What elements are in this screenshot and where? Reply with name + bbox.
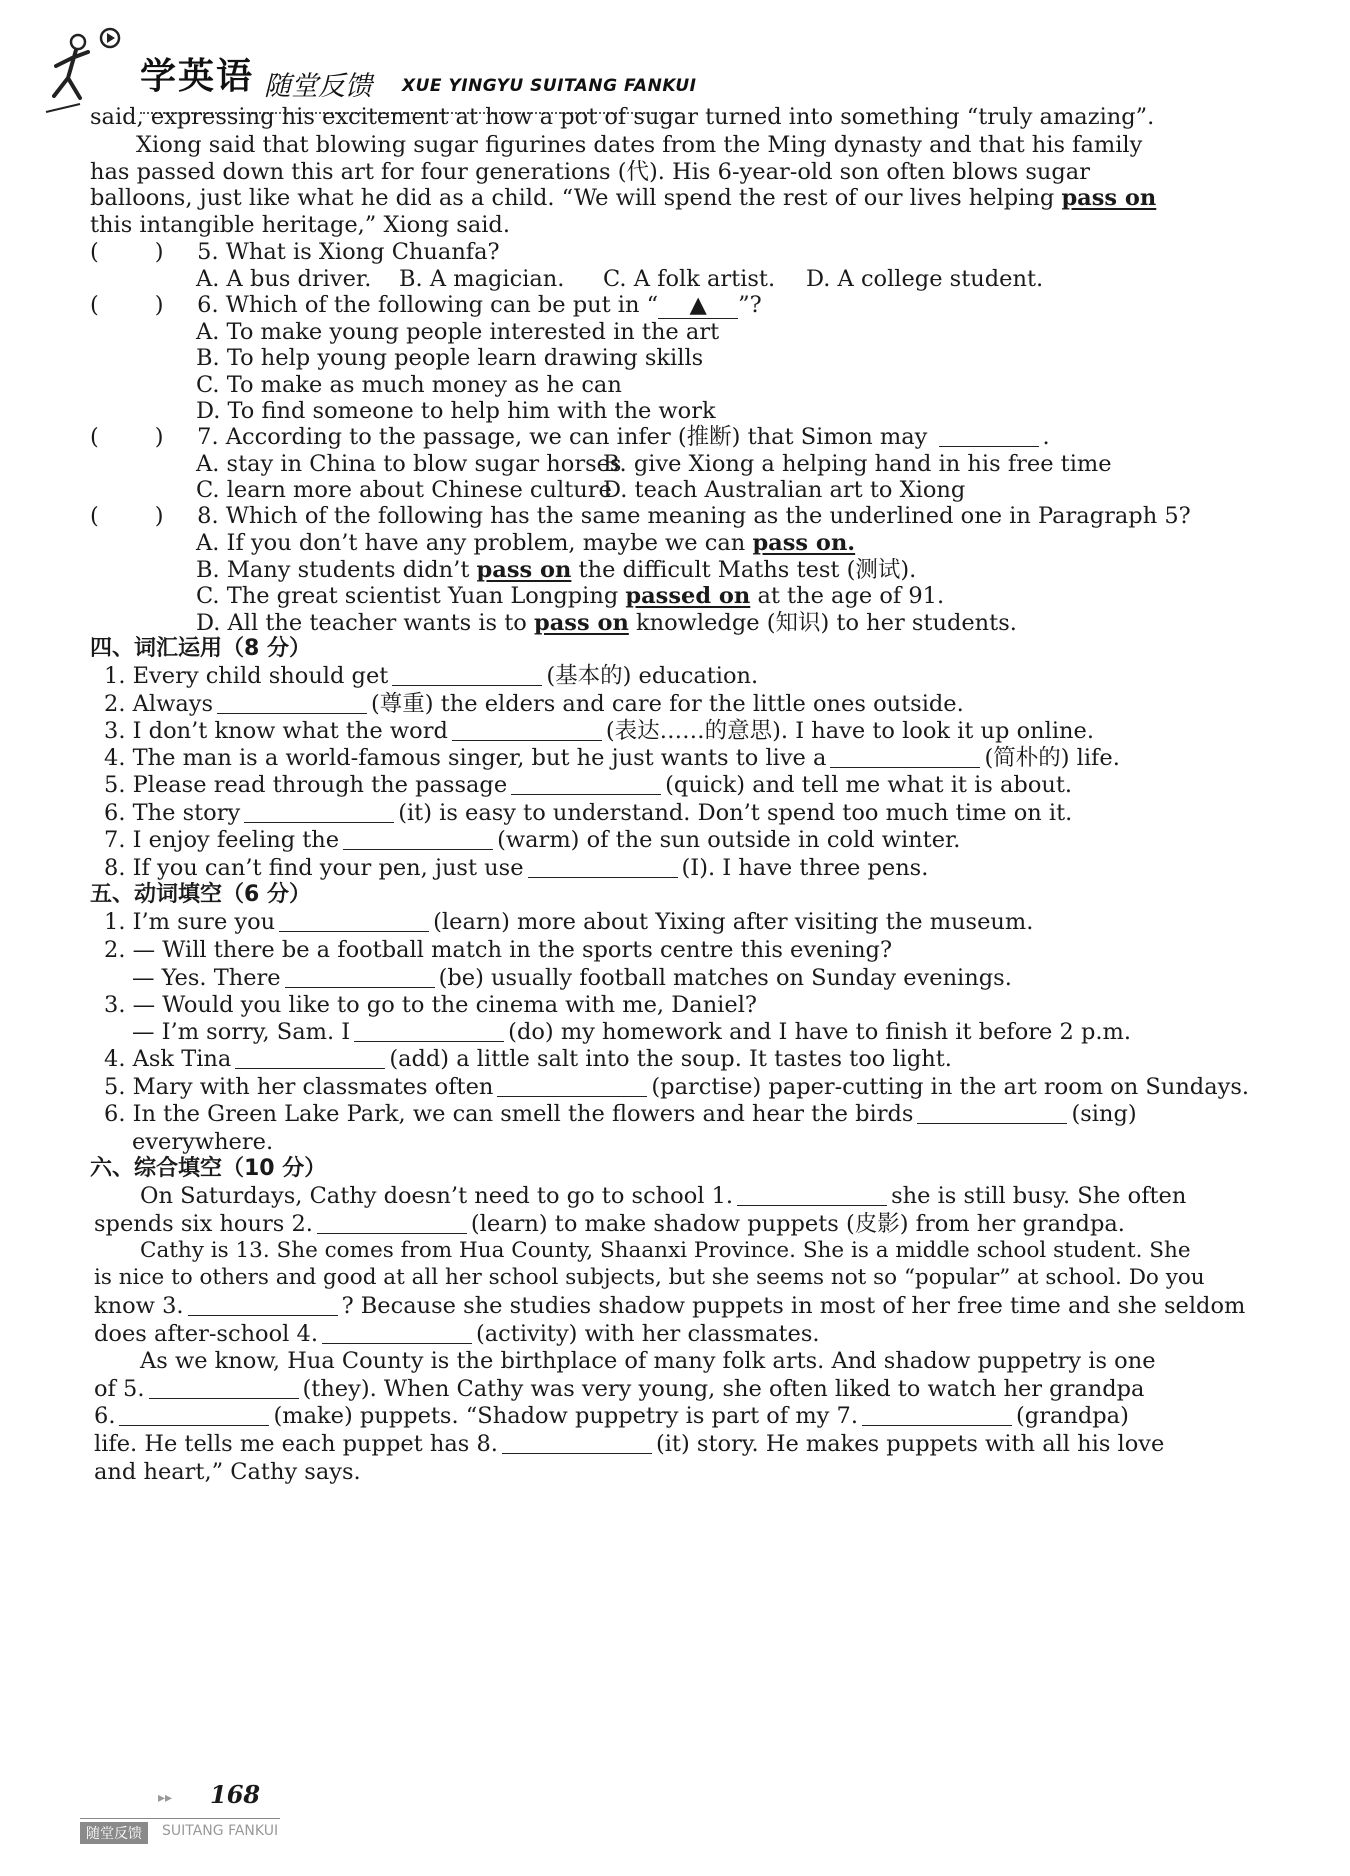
section-heading: 四、词汇运用（8 分） xyxy=(90,636,311,661)
answer-blank[interactable] xyxy=(235,1044,385,1069)
cloze-line: know 3. ? Because she studies shadow puppets in most of her free time and she seldom xyxy=(94,1293,1246,1319)
answer-blank[interactable] xyxy=(497,1072,647,1097)
answer-bracket[interactable]: ( ) xyxy=(90,424,164,450)
passage-text: this intangible heritage,” Xiong said. xyxy=(90,212,510,238)
answer-blank[interactable] xyxy=(862,1401,1012,1426)
cloze-line: As we know, Hua County is the birthplace of many folk arts. And shadow puppetry is one xyxy=(140,1348,1156,1374)
option-d: D. To find someone to help him with the work xyxy=(196,398,716,424)
question-7: ( ) 7. According to the passage, we can infer (推断) that Simon may . xyxy=(90,421,1050,453)
vocab-item-2: 2. Always (尊重) the elders and care for the little ones outside. xyxy=(104,691,964,717)
verb-item-5: 5. Mary with her classmates often (parctise) paper-cutting in the art room on Sundays. xyxy=(104,1074,1250,1100)
passage-text: Xiong said that blowing sugar figurines dates from the Ming dynasty and that his family xyxy=(136,132,1143,158)
option-b: B. give Xiong a helping hand in his free time xyxy=(603,451,1112,477)
underlined-phrase: pass on xyxy=(476,557,572,583)
cloze-line: Cathy is 13. She comes from Hua County, Shaanxi Province. She is a middle school student. She xyxy=(140,1238,1191,1263)
option-b: B. Many students didn’t pass on the difficult Maths test (测试). xyxy=(196,557,917,583)
footer-divider xyxy=(80,1818,280,1819)
answer-blank[interactable] xyxy=(502,1429,652,1454)
question-stem: 7. According to the passage, we can infer (推断) that Simon may xyxy=(197,424,928,450)
answer-bracket[interactable]: ( ) xyxy=(90,239,164,265)
vocab-item-4: 4. The man is a world-famous singer, but he just wants to live a (简朴的) life. xyxy=(104,745,1120,771)
answer-bracket[interactable]: ( ) xyxy=(90,503,164,529)
answer-blank[interactable] xyxy=(830,743,980,768)
answer-blank[interactable] xyxy=(188,1291,338,1316)
answer-bracket[interactable]: ( ) xyxy=(90,292,164,318)
option-a: A. stay in China to blow sugar horses xyxy=(196,451,622,477)
vocab-item-1: 1. Every child should get (基本的) education. xyxy=(104,663,759,689)
passage-text: has passed down this art for four generations (代). His 6-year-old son often blows sugar xyxy=(90,159,1090,185)
answer-blank[interactable] xyxy=(217,689,367,714)
option-b: B. To help young people learn drawing skills xyxy=(196,345,704,371)
option-c: C. learn more about Chinese culture xyxy=(196,477,612,503)
footer-arrows-icon: ▸▸ xyxy=(158,1790,173,1806)
underlined-phrase: pass on xyxy=(533,610,629,636)
answer-blank[interactable] xyxy=(119,1401,269,1426)
answer-blank[interactable] xyxy=(285,963,435,988)
verb-item-3: 3. — Would you like to go to the cinema with me, Daniel? xyxy=(104,992,757,1018)
answer-blank[interactable] xyxy=(244,798,394,823)
answer-blank[interactable] xyxy=(322,1319,472,1344)
verb-item-6-cont: everywhere. xyxy=(132,1129,274,1155)
vocab-item-5: 5. Please read through the passage (quick) and tell me what it is about. xyxy=(104,772,1073,798)
triangle-blank: ▲ xyxy=(658,292,738,319)
option-a: A. If you don’t have any problem, maybe we can pass on. xyxy=(196,530,856,556)
vocab-item-7: 7. I enjoy feeling the (warm) of the sun outside in cold winter. xyxy=(104,827,961,853)
underlined-phrase: pass on. xyxy=(752,530,856,556)
passage-text: said, expressing his excitement at how a pot of sugar turned into something “truly amazing”. xyxy=(90,104,1155,130)
verb-item-4: 4. Ask Tina (add) a little salt into the soup. It tastes too light. xyxy=(104,1046,952,1072)
section-heading: 五、动词填空（6 分） xyxy=(90,882,311,907)
option-c: C. The great scientist Yuan Longping passed on at the age of 91. xyxy=(196,583,945,609)
header-title-cn: 学英语 xyxy=(140,56,255,97)
option-b: B. A magician. xyxy=(399,266,565,292)
option-d: D. teach Australian art to Xiong xyxy=(603,477,966,503)
question-stem: 8. Which of the following has the same meaning as the underlined one in Paragraph 5? xyxy=(197,503,1191,529)
footer-text: SUITANG FANKUI xyxy=(162,1823,279,1839)
vocab-item-8: 8. If you can’t find your pen, just use (I). I have three pens. xyxy=(104,855,929,881)
answer-blank[interactable] xyxy=(317,1209,467,1234)
verb-item-6: 6. In the Green Lake Park, we can smell the flowers and hear the birds (sing) xyxy=(104,1101,1137,1127)
answer-blank[interactable] xyxy=(452,716,602,741)
answer-blank[interactable] xyxy=(528,853,678,878)
header-title-en: XUE YINGYU SUITANG FANKUI xyxy=(402,76,697,96)
footer-badge: 随堂反馈 xyxy=(80,1822,148,1844)
option-c: C. To make as much money as he can xyxy=(196,372,622,398)
cloze-line: of 5. (they). When Cathy was very young, she often liked to watch her grandpa xyxy=(94,1376,1145,1402)
verb-item-2-reply: — Yes. There (be) usually football matches on Sunday evenings. xyxy=(132,965,1012,991)
passage-text: balloons, just like what he did as a child. “We will spend the rest of our lives helping xyxy=(90,185,1055,211)
question-6: ( ) 6. Which of the following can be put in “ ▲ ”? xyxy=(90,289,762,321)
page-number: 168 xyxy=(210,1780,261,1809)
question-stem: 5. What is Xiong Chuanfa? xyxy=(197,239,500,265)
underlined-phrase: pass on xyxy=(1061,185,1157,211)
answer-blank[interactable] xyxy=(343,825,493,850)
option-d: D. All the teacher wants is to pass on knowledge (知识) to her students. xyxy=(196,610,1017,636)
section-heading: 六、综合填空（10 分） xyxy=(90,1156,327,1181)
answer-blank[interactable] xyxy=(939,422,1039,447)
option-d: D. A college student. xyxy=(806,266,1044,292)
question-stem: 6. Which of the following can be put in “ xyxy=(197,292,659,318)
underlined-phrase: passed on xyxy=(625,583,751,609)
cloze-line: and heart,” Cathy says. xyxy=(94,1459,361,1485)
verb-item-2: 2. — Will there be a football match in the sports centre this evening? xyxy=(104,937,893,963)
cloze-line: 6. (make) puppets. “Shadow puppetry is part of my 7. (grandpa) xyxy=(94,1403,1129,1429)
cloze-line: is nice to others and good at all her school subjects, but she seems not so “popular” at school. Do you xyxy=(94,1265,1205,1290)
answer-blank[interactable] xyxy=(392,661,542,686)
answer-blank[interactable] xyxy=(279,907,429,932)
answer-blank[interactable] xyxy=(511,770,661,795)
option-a: A. A bus driver. xyxy=(196,266,372,292)
answer-blank[interactable] xyxy=(354,1017,504,1042)
option-c: C. A folk artist. xyxy=(603,266,776,292)
verb-item-3-reply: — I’m sorry, Sam. I (do) my homework and I have to finish it before 2 p.m. xyxy=(132,1019,1131,1045)
verb-item-1: 1. I’m sure you (learn) more about Yixing after visiting the museum. xyxy=(104,909,1034,935)
cloze-line: spends six hours 2. (learn) to make shadow puppets (皮影) from her grandpa. xyxy=(94,1211,1125,1237)
answer-blank[interactable] xyxy=(149,1374,299,1399)
header-title-cn-small: 随堂反馈 xyxy=(264,71,372,102)
answer-blank[interactable] xyxy=(917,1099,1067,1124)
option-a: A. To make young people interested in the art xyxy=(196,319,720,345)
cloze-line: does after-school 4. (activity) with her classmates. xyxy=(94,1321,820,1347)
cloze-line: life. He tells me each puppet has 8. (it) story. He makes puppets with all his love xyxy=(94,1431,1165,1457)
answer-blank[interactable] xyxy=(737,1181,887,1206)
vocab-item-6: 6. The story (it) is easy to understand. Don’t spend too much time on it. xyxy=(104,800,1073,826)
cloze-line: On Saturdays, Cathy doesn’t need to go to school 1. she is still busy. She often xyxy=(140,1183,1187,1209)
vocab-item-3: 3. I don’t know what the word (表达……的意思). I have to look it up online. xyxy=(104,718,1094,744)
